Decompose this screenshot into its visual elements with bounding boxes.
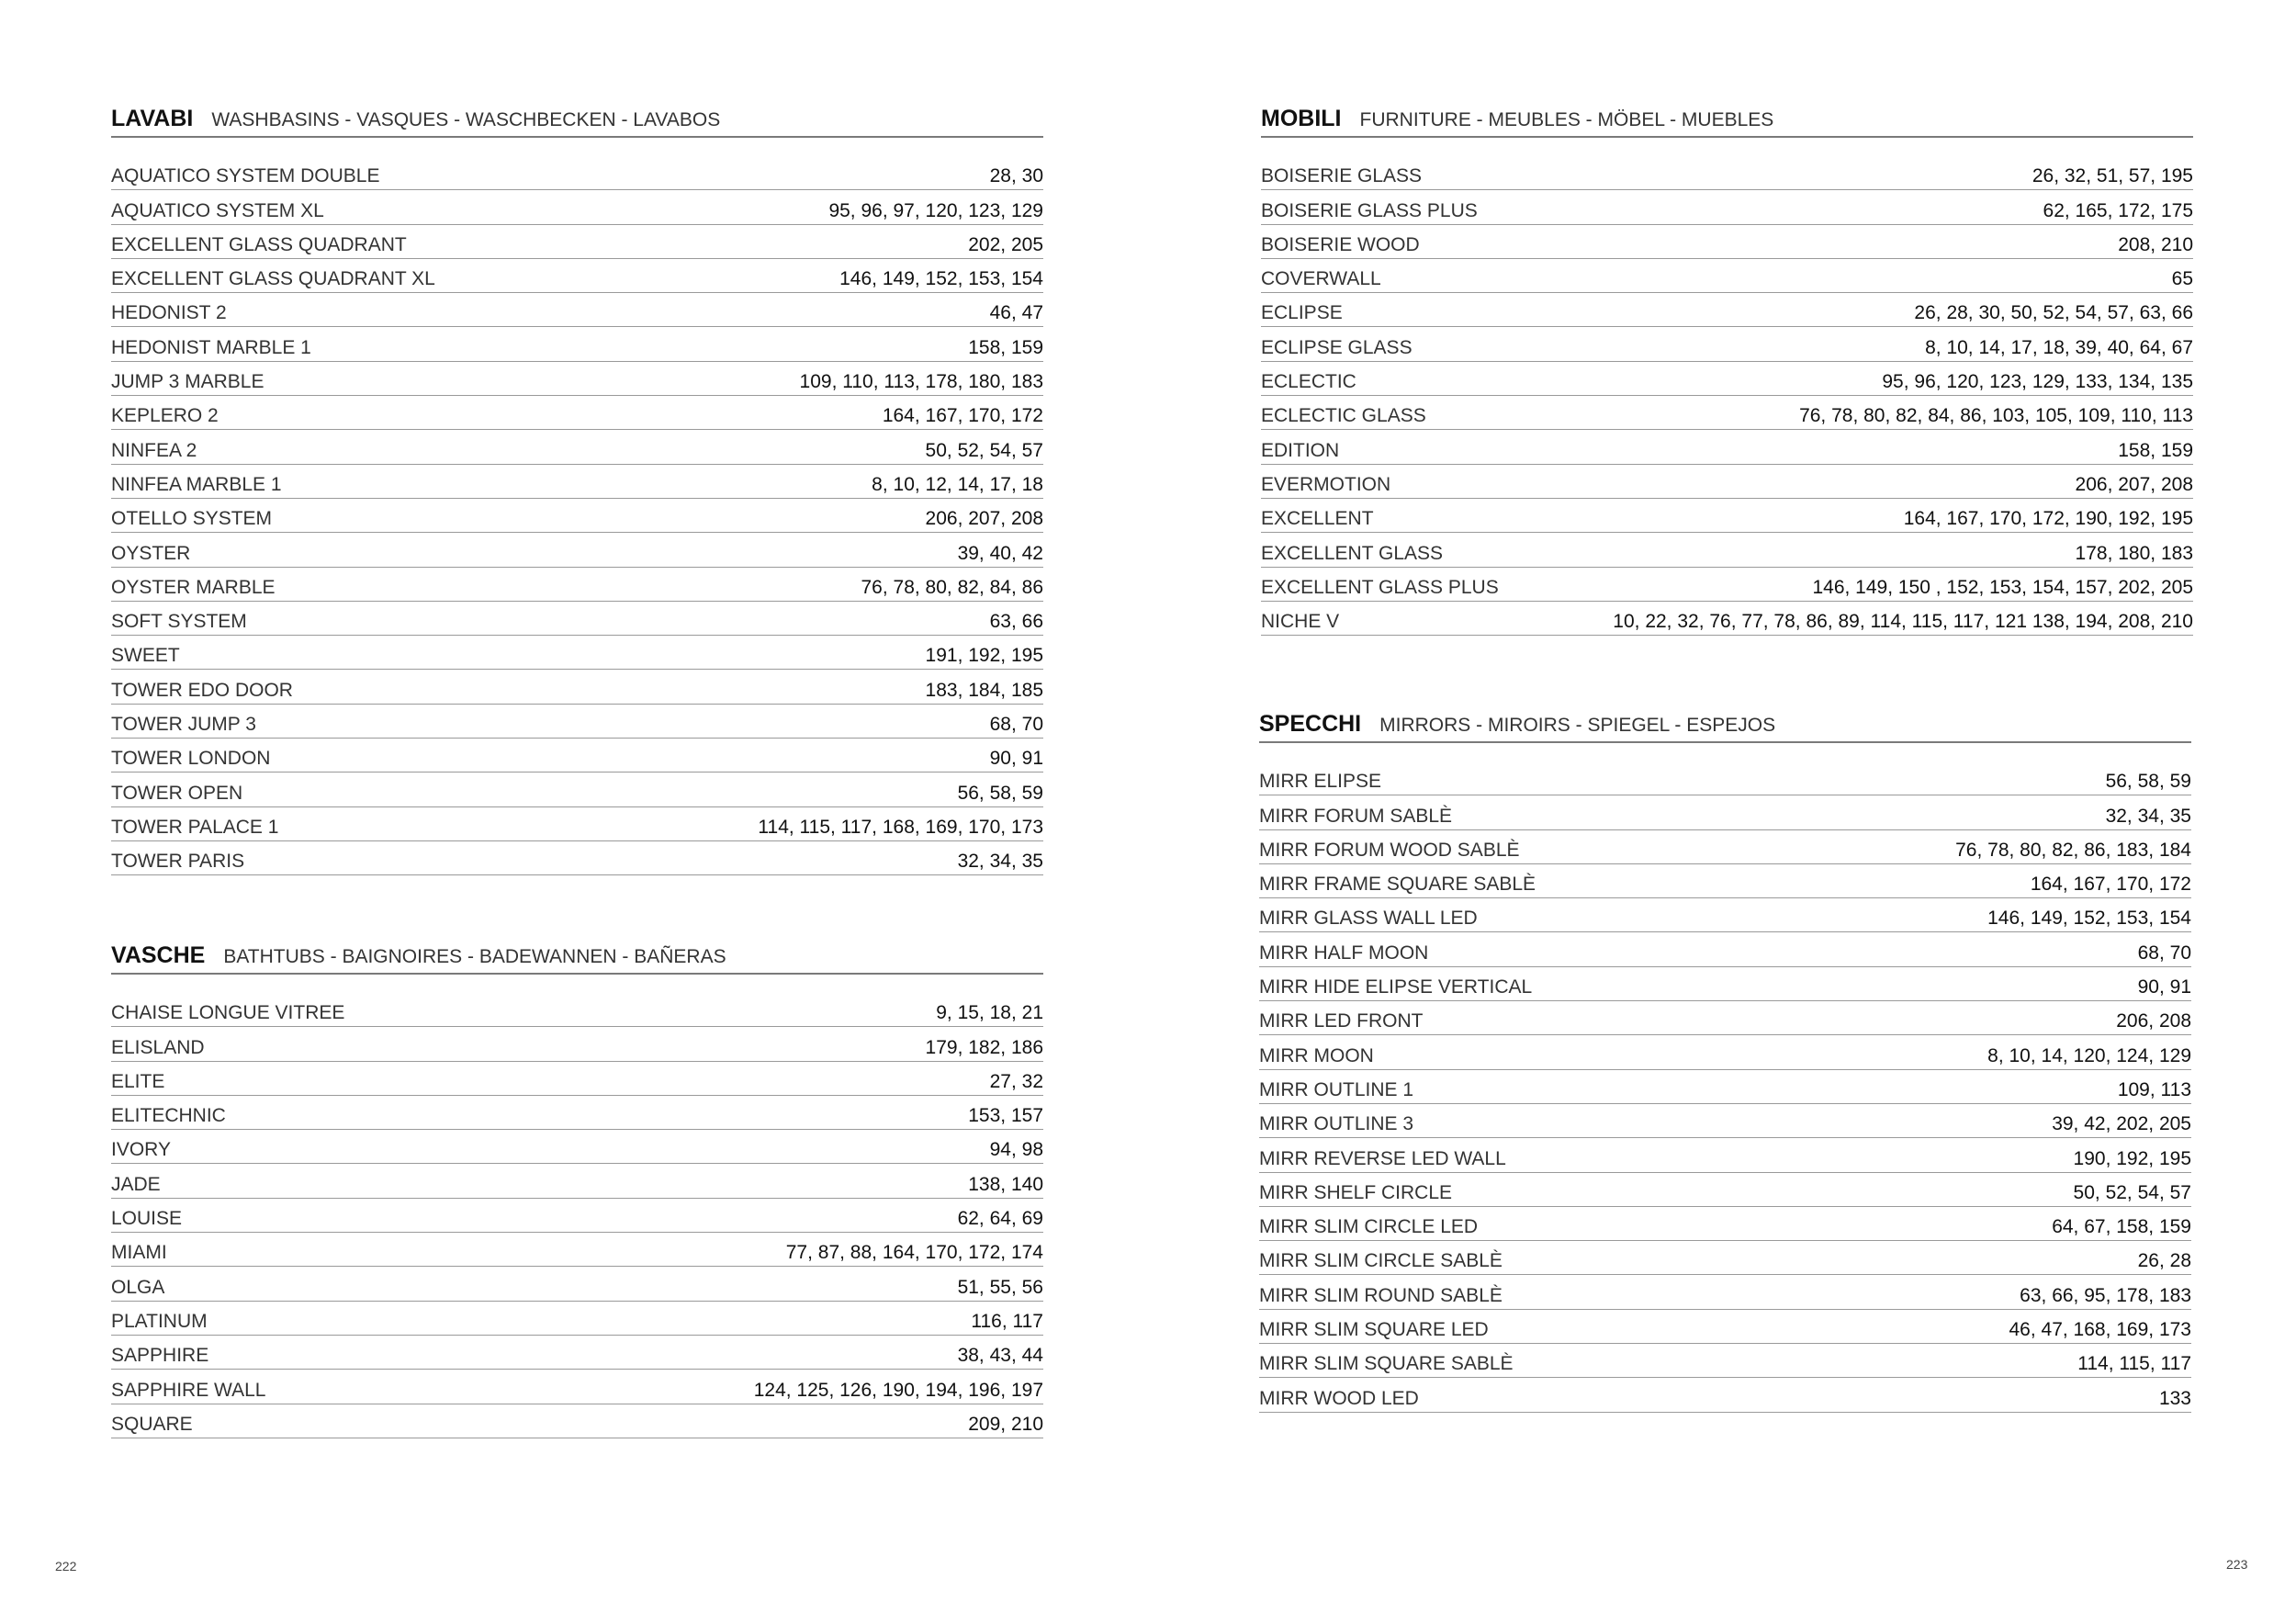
index-row: [1259, 1344, 2191, 1378]
product-name: BOISERIE GLASS: [1261, 165, 1423, 187]
page-references: 68, 70: [2137, 942, 2191, 964]
index-row: [111, 1027, 1043, 1061]
product-name: MIRR SLIM CIRCLE SABLÈ: [1259, 1250, 1503, 1272]
index-row: [111, 465, 1043, 499]
section-header: [1259, 708, 2191, 743]
page-references: 206, 207, 208: [2075, 473, 2193, 495]
page-references: 26, 28: [2137, 1250, 2191, 1272]
index-row: [111, 773, 1043, 806]
index-row: [111, 636, 1043, 670]
index-row: [1259, 761, 2191, 795]
product-name: EXCELLENT GLASS: [1261, 542, 1444, 564]
section-header: [111, 940, 1043, 975]
product-name: TOWER JUMP 3: [111, 714, 256, 736]
index-row: [111, 1302, 1043, 1336]
page-references: 26, 32, 51, 57, 195: [2032, 165, 2193, 187]
product-name: MIRR GLASS WALL LED: [1259, 908, 1478, 930]
page-references: 51, 55, 56: [957, 1276, 1043, 1298]
section-mobili: [1261, 103, 2193, 636]
index-row: [1259, 1173, 2191, 1207]
index-row: [1259, 864, 2191, 898]
index-row: [111, 156, 1043, 190]
page-references: 32, 34, 35: [2105, 805, 2191, 827]
index-row: [111, 533, 1043, 567]
product-name: MIRR FORUM WOOD SABLÈ: [1259, 839, 1520, 861]
index-row: [1259, 1001, 2191, 1035]
product-name: MIRR SLIM SQUARE SABLÈ: [1259, 1353, 1514, 1375]
page-references: 164, 167, 170, 172: [2030, 874, 2191, 896]
page-references: 116, 117: [971, 1310, 1043, 1332]
index-row: [1259, 795, 2191, 829]
page-references: 158, 159: [968, 336, 1043, 358]
product-name: MIRR OUTLINE 1: [1259, 1078, 1414, 1100]
index-row: [1259, 1104, 2191, 1138]
product-name: JUMP 3 MARBLE: [111, 371, 264, 393]
product-name: SWEET: [111, 645, 180, 667]
index-row: [111, 1404, 1043, 1438]
page-references: 202, 205: [968, 233, 1043, 255]
index-row: [111, 190, 1043, 224]
page-number-left: 222: [55, 1559, 77, 1573]
product-name: EXCELLENT GLASS PLUS: [1261, 576, 1499, 598]
product-name: BOISERIE WOOD: [1261, 233, 1420, 255]
index-row: [111, 499, 1043, 533]
index-row: [1261, 327, 2193, 361]
page-references: 153, 157: [968, 1105, 1043, 1127]
index-row: [111, 1336, 1043, 1370]
page-references: 32, 34, 35: [957, 851, 1043, 873]
index-row: [1259, 898, 2191, 932]
product-name: JADE: [111, 1173, 161, 1195]
product-name: SOFT SYSTEM: [111, 611, 247, 633]
index-row: [1261, 259, 2193, 293]
page-references: 90, 91: [989, 748, 1043, 770]
section-subtitle: WASHBASINS - VASQUES - WASCHBECKEN - LAVABOS: [211, 109, 721, 130]
index-row: [111, 602, 1043, 636]
page-references: 95, 96, 120, 123, 129, 133, 134, 135: [1882, 371, 2193, 393]
product-name: OYSTER: [111, 542, 191, 564]
page-references: 146, 149, 152, 153, 154: [1987, 908, 2191, 930]
index-row: [111, 225, 1043, 259]
page-references: 209, 210: [968, 1413, 1043, 1435]
index-list: [1261, 156, 2193, 636]
section-header: [111, 103, 1043, 138]
page-references: 109, 113: [2117, 1078, 2191, 1100]
page-references: 90, 91: [2137, 976, 2191, 998]
page-references: 76, 78, 80, 82, 84, 86: [861, 576, 1043, 598]
index-row: [1259, 830, 2191, 864]
section-header: [1261, 103, 2193, 138]
product-name: SAPPHIRE: [111, 1345, 209, 1367]
product-name: NICHE V: [1261, 611, 1340, 633]
page-references: 64, 67, 158, 159: [2052, 1216, 2191, 1238]
index-row: [1261, 568, 2193, 602]
index-row: [111, 1267, 1043, 1301]
index-row: [111, 568, 1043, 602]
index-row: [111, 1370, 1043, 1404]
index-row: [1261, 499, 2193, 533]
index-row: [111, 807, 1043, 841]
index-row: [111, 841, 1043, 875]
product-name: MIRR REVERSE LED WALL: [1259, 1147, 1506, 1169]
product-name: TOWER OPEN: [111, 782, 243, 804]
product-name: MIRR HIDE ELIPSE VERTICAL: [1259, 976, 1533, 998]
index-list: [1259, 761, 2191, 1413]
product-name: OLGA: [111, 1276, 165, 1298]
page-references: 133: [2158, 1387, 2191, 1409]
section-subtitle: FURNITURE - MEUBLES - MÖBEL - MUEBLES: [1359, 109, 1774, 130]
product-name: OYSTER MARBLE: [111, 576, 276, 598]
index-row: [111, 1130, 1043, 1164]
product-name: MIRR WOOD LED: [1259, 1387, 1419, 1409]
index-row: [111, 670, 1043, 704]
product-name: EVERMOTION: [1261, 473, 1391, 495]
product-name: CHAISE LONGUE VITREE: [111, 1002, 345, 1024]
index-row: [111, 1233, 1043, 1267]
product-name: COVERWALL: [1261, 268, 1381, 290]
index-row: [111, 1199, 1043, 1233]
page-references: 114, 115, 117, 168, 169, 170, 173: [758, 816, 1043, 838]
index-list: [111, 156, 1043, 875]
section-lavabi: [111, 103, 1043, 875]
page-references: 178, 180, 183: [2075, 542, 2193, 564]
product-name: EXCELLENT GLASS QUADRANT: [111, 233, 407, 255]
product-name: TOWER LONDON: [111, 748, 271, 770]
page-references: 164, 167, 170, 172: [882, 405, 1043, 427]
page-references: 9, 15, 18, 21: [936, 1002, 1043, 1024]
index-row: [1259, 1378, 2191, 1412]
product-name: HEDONIST MARBLE 1: [111, 336, 311, 358]
product-name: MIRR SLIM SQUARE LED: [1259, 1319, 1489, 1341]
index-row: [111, 327, 1043, 361]
product-name: MIRR HALF MOON: [1259, 942, 1429, 964]
index-row: [111, 430, 1043, 464]
index-row: [1259, 1138, 2191, 1172]
product-name: MIRR ELIPSE: [1259, 771, 1382, 793]
index-row: [111, 739, 1043, 773]
page-references: 164, 167, 170, 172, 190, 192, 195: [1903, 508, 2193, 530]
product-name: NINFEA 2: [111, 439, 197, 461]
product-name: MIRR FRAME SQUARE SABLÈ: [1259, 874, 1536, 896]
product-name: ECLIPSE GLASS: [1261, 336, 1412, 358]
page-references: 208, 210: [2118, 233, 2193, 255]
index-list: [111, 993, 1043, 1438]
index-row: [111, 293, 1043, 327]
product-name: MIAMI: [111, 1242, 167, 1264]
product-name: OTELLO SYSTEM: [111, 508, 273, 530]
section-title: VASCHE: [111, 942, 206, 968]
index-row: [1261, 190, 2193, 224]
page-references: 8, 10, 14, 120, 124, 129: [1987, 1044, 2191, 1066]
page-references: 8, 10, 12, 14, 17, 18: [872, 473, 1043, 495]
product-name: ECLECTIC GLASS: [1261, 405, 1426, 427]
index-row: [111, 259, 1043, 293]
page-references: 62, 165, 172, 175: [2043, 199, 2193, 221]
product-name: EXCELLENT GLASS QUADRANT XL: [111, 268, 435, 290]
page-references: 191, 192, 195: [925, 645, 1043, 667]
index-row: [1259, 1207, 2191, 1241]
page-references: 124, 125, 126, 190, 194, 196, 197: [753, 1379, 1043, 1401]
page-references: 65: [2171, 268, 2193, 290]
index-row: [1261, 225, 2193, 259]
product-name: TOWER PALACE 1: [111, 816, 279, 838]
index-row: [1261, 156, 2193, 190]
index-row: [111, 705, 1043, 739]
product-name: TOWER EDO DOOR: [111, 679, 293, 701]
product-name: KEPLERO 2: [111, 405, 219, 427]
page-references: 95, 96, 97, 120, 123, 129: [828, 199, 1043, 221]
page-references: 109, 110, 113, 178, 180, 183: [799, 371, 1043, 393]
product-name: AQUATICO SYSTEM DOUBLE: [111, 165, 380, 187]
page-references: 27, 32: [989, 1070, 1043, 1092]
index-row: [1259, 932, 2191, 966]
page-references: 158, 159: [2118, 439, 2193, 461]
page-references: 39, 42, 202, 205: [2052, 1113, 2191, 1135]
product-name: AQUATICO SYSTEM XL: [111, 199, 324, 221]
product-name: MIRR SLIM ROUND SABLÈ: [1259, 1284, 1503, 1306]
page-references: 138, 140: [968, 1173, 1043, 1195]
product-name: MIRR SLIM CIRCLE LED: [1259, 1216, 1479, 1238]
index-row: [1259, 1070, 2191, 1104]
product-name: ECLECTIC: [1261, 371, 1356, 393]
page-references: 26, 28, 30, 50, 52, 54, 57, 63, 66: [1914, 302, 2193, 324]
page-references: 206, 207, 208: [925, 508, 1043, 530]
page-references: 63, 66, 95, 178, 183: [2020, 1284, 2191, 1306]
page-number-right: 223: [2226, 1557, 2248, 1572]
page-references: 38, 43, 44: [957, 1345, 1043, 1367]
page-references: 50, 52, 54, 57: [925, 439, 1043, 461]
page-references: 179, 182, 186: [925, 1036, 1043, 1058]
page-references: 39, 40, 42: [957, 542, 1043, 564]
index-row: [111, 1096, 1043, 1130]
product-name: MIRR SHELF CIRCLE: [1259, 1181, 1453, 1203]
index-row: [1261, 602, 2193, 636]
index-row: [111, 362, 1043, 396]
index-row: [1259, 1035, 2191, 1069]
index-row: [1259, 1310, 2191, 1344]
product-name: MIRR MOON: [1259, 1044, 1374, 1066]
page-references: 56, 58, 59: [2105, 771, 2191, 793]
index-row: [111, 993, 1043, 1027]
section-vasche: [111, 940, 1043, 1438]
product-name: ELISLAND: [111, 1036, 205, 1058]
index-row: [1261, 430, 2193, 464]
product-name: EDITION: [1261, 439, 1340, 461]
product-name: BOISERIE GLASS PLUS: [1261, 199, 1478, 221]
product-name: SQUARE: [111, 1413, 193, 1435]
page-references: 76, 78, 80, 82, 84, 86, 103, 105, 109, 110, 113: [1799, 405, 2193, 427]
product-name: LOUISE: [111, 1208, 183, 1230]
product-name: MIRR FORUM SABLÈ: [1259, 805, 1453, 827]
page-references: 62, 64, 69: [957, 1208, 1043, 1230]
page-references: 76, 78, 80, 82, 86, 183, 184: [1955, 839, 2191, 861]
index-row: [1259, 967, 2191, 1001]
index-row: [111, 396, 1043, 430]
index-row: [1259, 1275, 2191, 1309]
product-name: TOWER PARIS: [111, 851, 245, 873]
product-name: ELITE: [111, 1070, 165, 1092]
section-title: LAVABI: [111, 106, 194, 131]
index-row: [1261, 293, 2193, 327]
index-row: [1261, 362, 2193, 396]
section-subtitle: BATHTUBS - BAIGNOIRES - BADEWANNEN - BAÑERAS: [223, 946, 726, 967]
product-name: ELITECHNIC: [111, 1105, 226, 1127]
product-name: HEDONIST 2: [111, 302, 227, 324]
page-references: 8, 10, 14, 17, 18, 39, 40, 64, 67: [1925, 336, 2193, 358]
index-row: [1261, 533, 2193, 567]
product-name: PLATINUM: [111, 1310, 208, 1332]
page-references: 114, 115, 117: [2077, 1353, 2191, 1375]
index-row: [1261, 396, 2193, 430]
index-row: [1261, 465, 2193, 499]
page-references: 146, 149, 152, 153, 154: [839, 268, 1043, 290]
product-name: NINFEA MARBLE 1: [111, 473, 282, 495]
product-name: IVORY: [111, 1139, 171, 1161]
page-references: 56, 58, 59: [957, 782, 1043, 804]
page-references: 190, 192, 195: [2073, 1147, 2191, 1169]
index-row: [111, 1164, 1043, 1198]
page-references: 28, 30: [989, 165, 1043, 187]
page-references: 63, 66: [989, 611, 1043, 633]
page-references: 46, 47: [989, 302, 1043, 324]
page-references: 68, 70: [989, 714, 1043, 736]
section-subtitle: MIRRORS - MIROIRS - SPIEGEL - ESPEJOS: [1379, 715, 1776, 736]
product-name: ECLIPSE: [1261, 302, 1343, 324]
section-specchi: [1259, 708, 2191, 1413]
page-references: 94, 98: [989, 1139, 1043, 1161]
page-references: 183, 184, 185: [925, 679, 1043, 701]
product-name: MIRR LED FRONT: [1259, 1010, 1424, 1032]
product-name: MIRR OUTLINE 3: [1259, 1113, 1414, 1135]
page-references: 10, 22, 32, 76, 77, 78, 86, 89, 114, 115, 117, 121 138, 194, 208, 210: [1613, 611, 2193, 633]
page-references: 46, 47, 168, 169, 173: [2009, 1319, 2191, 1341]
section-title: MOBILI: [1261, 106, 1342, 131]
index-row: [111, 1062, 1043, 1096]
section-title: SPECCHI: [1259, 711, 1362, 737]
index-row: [1259, 1241, 2191, 1275]
product-name: SAPPHIRE WALL: [111, 1379, 266, 1401]
page-references: 146, 149, 150 , 152, 153, 154, 157, 202, 205: [1812, 576, 2193, 598]
page-references: 50, 52, 54, 57: [2073, 1181, 2191, 1203]
page-references: 77, 87, 88, 164, 170, 172, 174: [785, 1242, 1043, 1264]
page-references: 206, 208: [2116, 1010, 2191, 1032]
product-name: EXCELLENT: [1261, 508, 1374, 530]
